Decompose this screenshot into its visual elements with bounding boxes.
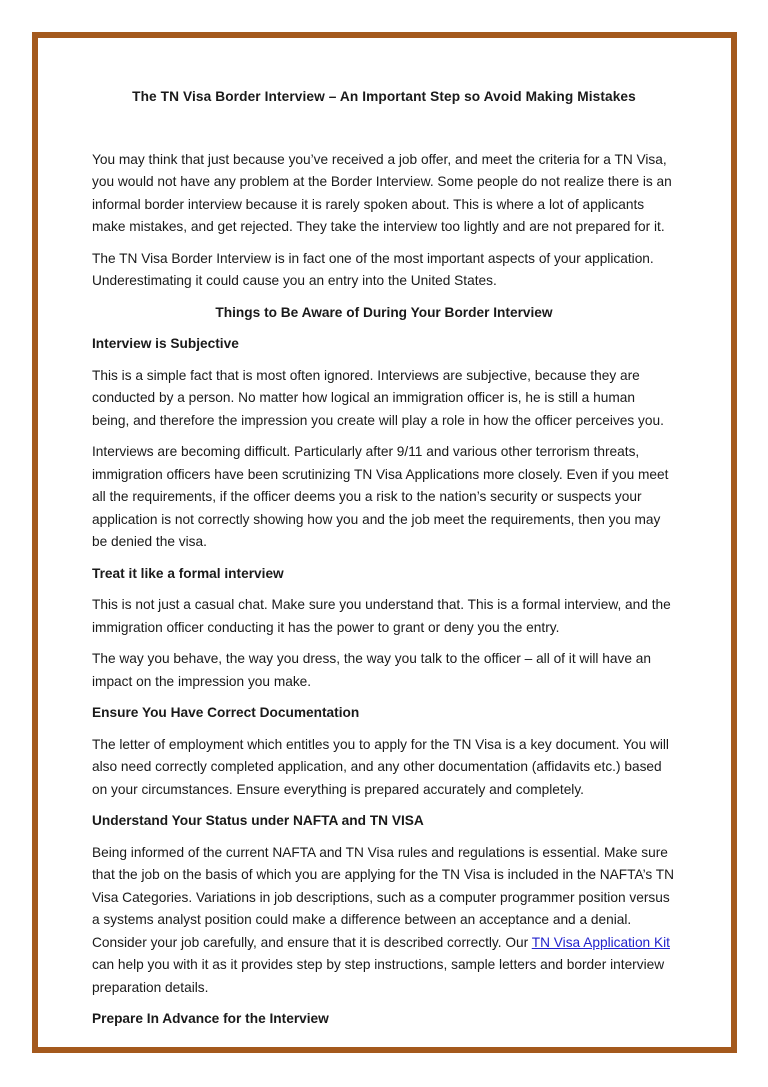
section-heading-things-to-be-aware: Things to Be Aware of During Your Border Interview (215, 304, 553, 320)
paragraph-nafta-rules (92, 842, 676, 1000)
paragraph-importance: The TN Visa Border Interview is in fact one of the most important aspects of your application. Underestimating it could cause you an entry into the United States. (92, 250, 654, 288)
nafta-text-before-link: Being informed of the current NAFTA and TN Visa rules and regulations is essential. Make sure that the job on the basis of which you are applying for the TN Visa is included in the NAFTA’s TN Visa Categories. Variations in job descriptions, such as a computer programmer position versus a systems analyst position could make a difference between an acceptance and a denial. Consider your job carefully, and ensure that it is described correctly. Our (92, 844, 675, 950)
document-title: The TN Visa Border Interview – An Important Step so Avoid Making Mistakes (132, 89, 636, 104)
subheading-correct-documentation: Ensure You Have Correct Documentation (92, 705, 360, 720)
subheading-interview-is-subjective: Interview is Subjective (92, 336, 239, 351)
paragraph-interviews-difficult: Interviews are becoming difficult. Particularly after 9/11 and various other terrorism threats, immigration officers have been scrutinizing TN Visa Applications more closely. Even if you meet all the requirements, if the officer deems you a risk to the nation’s security or suspects your application is not correctly showing how you and the job meet the requirements, then you may be denied the visa. (92, 444, 669, 549)
nafta-text-after-link: can help you with it as it provides step by step instructions, sample letters and border interview preparation details. (92, 957, 665, 995)
page-border-frame (32, 32, 737, 1053)
paragraph-letter-of-employment: The letter of employment which entitles you to apply for the TN Visa is a key document. You will also need correctly completed application, and any other documentation (affidavits etc.) based on your circumstances. Ensure everything is prepared accurately and completely. (92, 736, 669, 797)
document-content (92, 86, 676, 1040)
subheading-status-under-nafta: Understand Your Status under NAFTA and TN VISA (92, 813, 424, 828)
paragraph-subjective-fact: This is a simple fact that is most often ignored. Interviews are subjective, because they are conducted by a person. No matter how logical an immigration officer is, he is still a human being, and therefore the impression you create will play a role in how the officer perceives you. (92, 367, 664, 428)
paragraph-not-casual-chat: This is not just a casual chat. Make sure you understand that. This is a formal interview, and the immigration officer conducting it has the power to grant or deny you the entry. (92, 597, 671, 635)
subheading-prepare-in-advance: Prepare In Advance for the Interview (92, 1011, 329, 1026)
tn-visa-application-kit-link[interactable]: TN Visa Application Kit (531, 934, 670, 950)
paragraph-way-you-behave: The way you behave, the way you dress, the way you talk to the officer – all of it will have an impact on the impression you make. (92, 651, 651, 689)
paragraph-intro: You may think that just because you’ve received a job offer, and meet the criteria for a TN Visa, you would not have any problem at the Border Interview. Some people do not realize there is an informal border interview because it is rarely spoken about. This is where a lot of applicants make mistakes, and get rejected. They take the interview too lightly and are not prepared for it. (92, 151, 672, 234)
subheading-treat-formal-interview: Treat it like a formal interview (92, 565, 284, 581)
